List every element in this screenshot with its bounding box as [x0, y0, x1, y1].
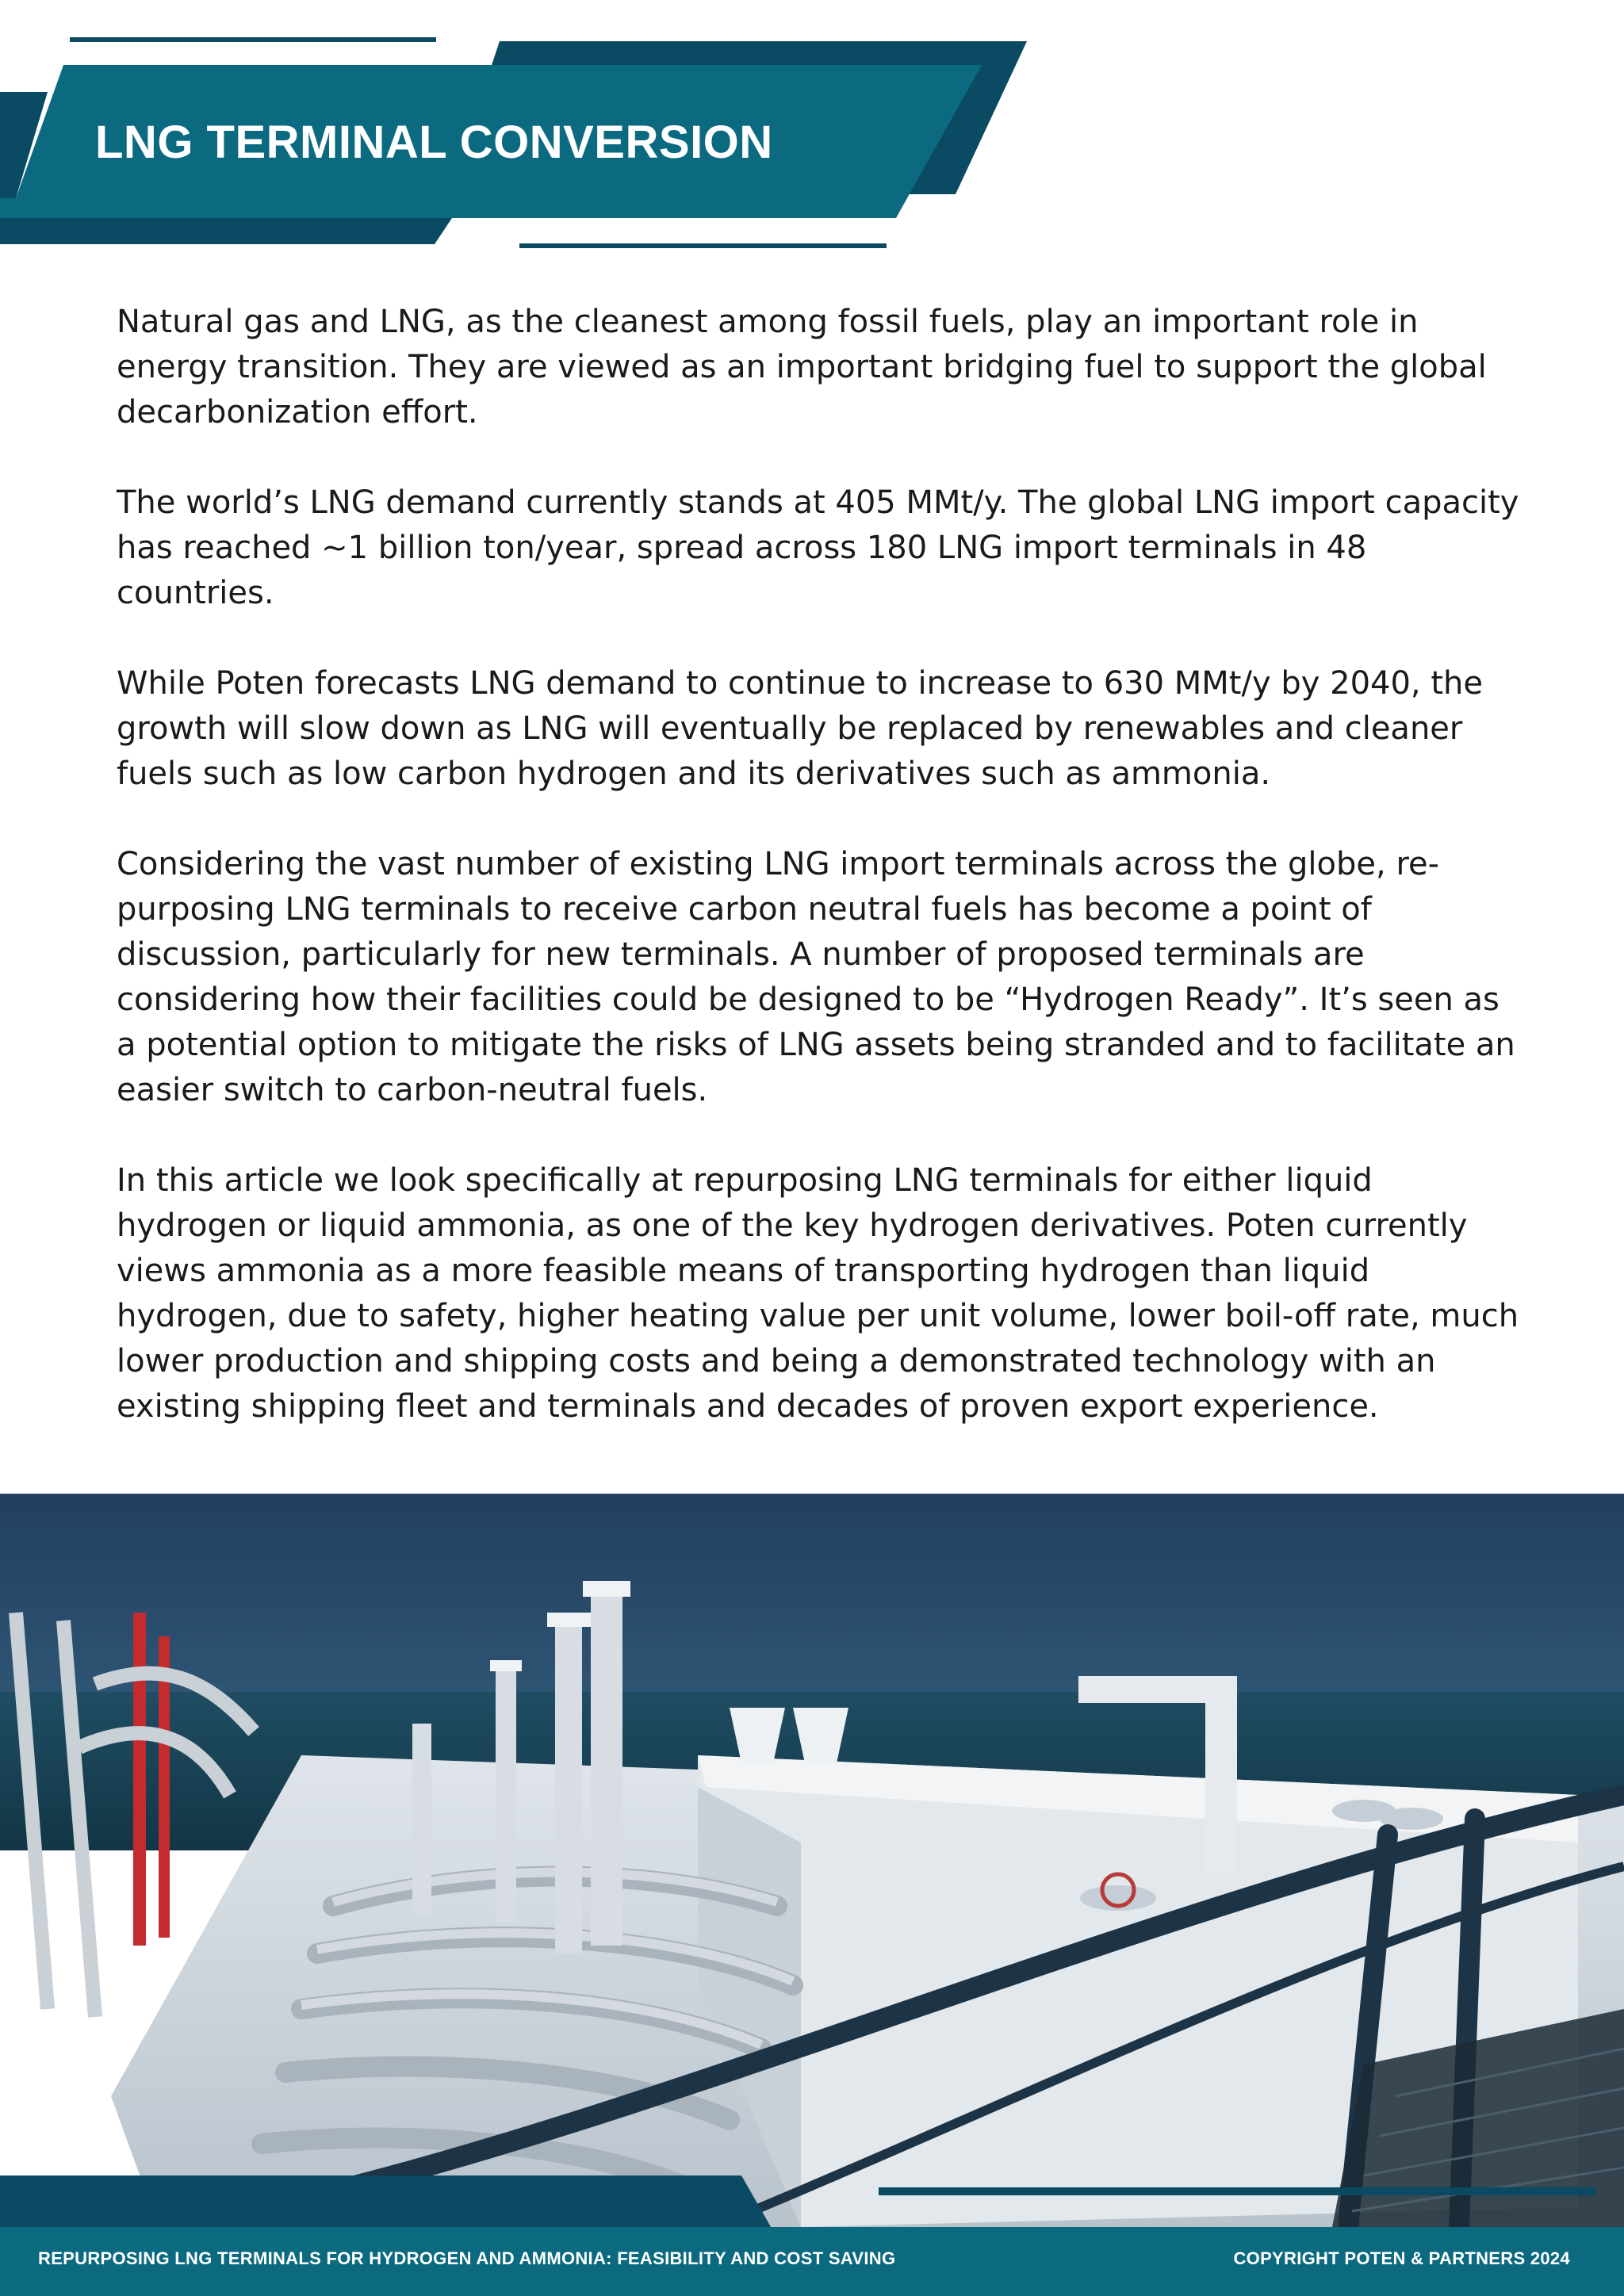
page-title: LNG TERMINAL CONVERSION — [95, 117, 773, 168]
paragraph-repurposing: Considering the vast number of existing LNG import terminals across the globe, re-purposing LNG terminals to receive carbon neutral fuels has become a point of discussion, particularly for new terminals. A number of proposed terminals are considering how their facilities could be designed to be “Hydrogen Ready”. It’s seen as a potential option to mitigate the risks of LNG assets being stranded and to facilitate an easier switch to carbon-neutral fuels. — [117, 846, 1515, 1108]
footer-document-title: REPURPOSING LNG TERMINALS FOR HYDROGEN AND AMMONIA: FEASIBILITY AND COST SAVING — [38, 2248, 896, 2268]
lng-carrier-deck-photo — [0, 1494, 1624, 2227]
header-banner — [0, 0, 1047, 262]
paragraph-intro: Natural gas and LNG, as the cleanest among fossil fuels, play an important role in energy transition. They are viewed as an important bridging fuel to support the global decarbonization effort. — [117, 304, 1487, 430]
paragraph-demand: The world’s LNG demand currently stands at 405 MMt/y. The global LNG import capacity has reached ~1 billion ton/year, spread across 180 LNG import terminals in 48 countries. — [117, 484, 1519, 611]
footer-copyright: COPYRIGHT POTEN & PARTNERS 2024 — [1233, 2248, 1570, 2268]
paragraph-forecast: While Poten forecasts LNG demand to continue to increase to 630 MMt/y by 2040, the growth will slow down as LNG will eventually be replaced by renewables and cleaner fuels such as low carbon hydrogen and its derivatives such as ammonia. — [117, 665, 1483, 792]
footer-accent-band — [0, 2175, 1624, 2231]
article-body — [117, 300, 1528, 1475]
paragraph-article-scope: In this article we look specifically at repurposing LNG terminals for either liquid hydrogen or liquid ammonia, as one of the key hydrogen derivatives. Poten currently views ammonia as a more feasible means of transporting hydrogen than liquid hydrogen, due to safety, higher heating value per unit volume, lower boil-off rate, much lower production and shipping costs and being a demonstrated technology with an existing shipping fleet and terminals and decades of proven export experience. — [117, 1162, 1519, 1425]
